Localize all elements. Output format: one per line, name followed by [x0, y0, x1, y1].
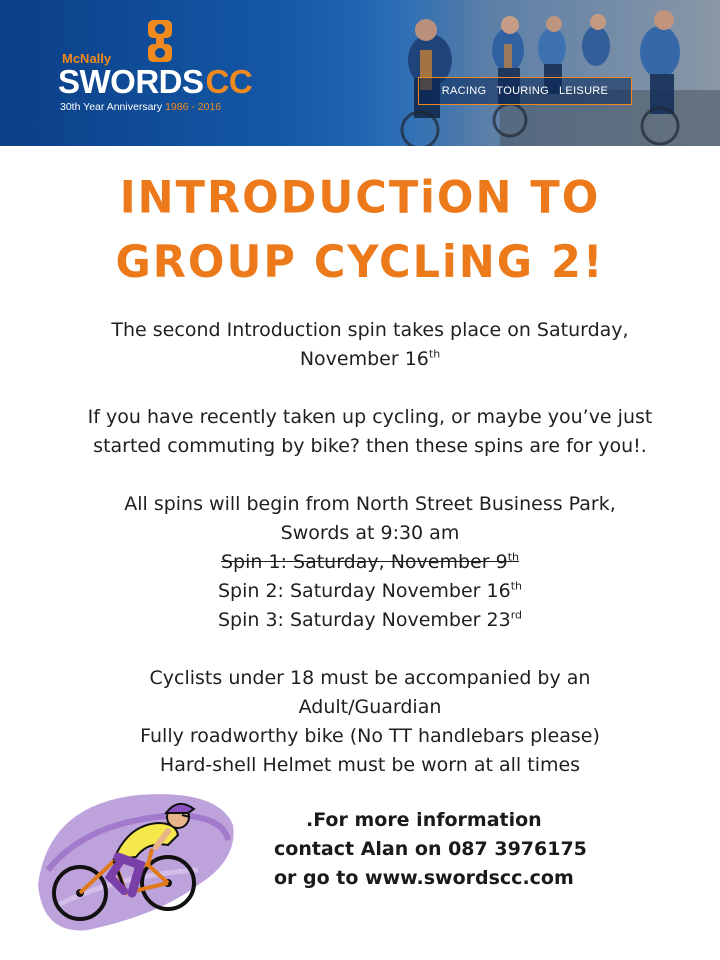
intro-line-1: The second Introduction spin takes place on Saturday, — [111, 319, 629, 341]
contact-website: or go to www.swordscc.com — [274, 867, 574, 889]
header-banner — [0, 0, 720, 146]
spin-3-text: Spin 3: Saturday November 23 — [217, 609, 511, 631]
tagline-leisure: LEISURE — [559, 85, 609, 97]
requirement-age-2: Adult/Guardian — [298, 696, 442, 718]
contact-line-1: .For more information — [306, 809, 542, 831]
logo-name: SWORDS — [58, 63, 204, 100]
cyclists-photo — [360, 0, 720, 146]
intro-date-suffix: th — [428, 347, 441, 361]
tagline-box — [418, 77, 632, 105]
spin-2 — [60, 577, 680, 606]
anniversary-line — [60, 101, 221, 113]
anniversary-text: 30th Year Anniversary — [60, 101, 163, 113]
contact-info — [262, 806, 602, 893]
page-title — [0, 166, 720, 295]
spin-1-text: Spin 1: Saturday, November 9 — [221, 551, 508, 573]
logo-suffix: CC — [205, 63, 253, 100]
cyclist-icon — [28, 765, 238, 940]
audience-line-2: started commuting by bike? then these spins are for you!. — [93, 435, 647, 457]
spin-2-suffix: th — [510, 579, 523, 593]
spin-1-cancelled — [60, 548, 680, 577]
event-details — [60, 316, 680, 780]
spin-1-suffix: th — [507, 550, 519, 564]
chain-link-icon — [140, 18, 180, 64]
intro-date: November 16 — [299, 348, 429, 370]
location-line-1: All spins will begin from North Street Business Park, — [124, 493, 616, 515]
logo-prefix: McNally — [62, 51, 112, 66]
requirement-age-1: Cyclists under 18 must be accompanied by an — [149, 667, 591, 689]
tagline-racing: RACING — [441, 85, 487, 97]
club-logo — [58, 18, 258, 118]
logo-title — [58, 64, 252, 100]
requirement-helmet: Hard-shell Helmet must be worn at all times — [159, 754, 581, 776]
location-line-2: Swords at 9:30 am — [280, 522, 460, 544]
intro-line-2 — [60, 345, 680, 374]
audience-line-1: If you have recently taken up cycling, or maybe you’ve just — [87, 406, 653, 428]
spin-3 — [60, 606, 680, 635]
spin-3-suffix: rd — [510, 608, 523, 622]
anniversary-years: 1986 - 2016 — [165, 101, 222, 113]
requirement-bike: Fully roadworthy bike (No TT handlebars please) — [140, 725, 600, 747]
tagline-touring: TOURING — [496, 85, 550, 97]
contact-phone: contact Alan on 087 3976175 — [274, 838, 587, 860]
spin-2-text: Spin 2: Saturday November 16 — [217, 580, 511, 602]
title-line-1: INTRODUCTiON TO — [119, 171, 601, 224]
title-line-2: GROUP CYCLiNG 2! — [115, 236, 605, 289]
